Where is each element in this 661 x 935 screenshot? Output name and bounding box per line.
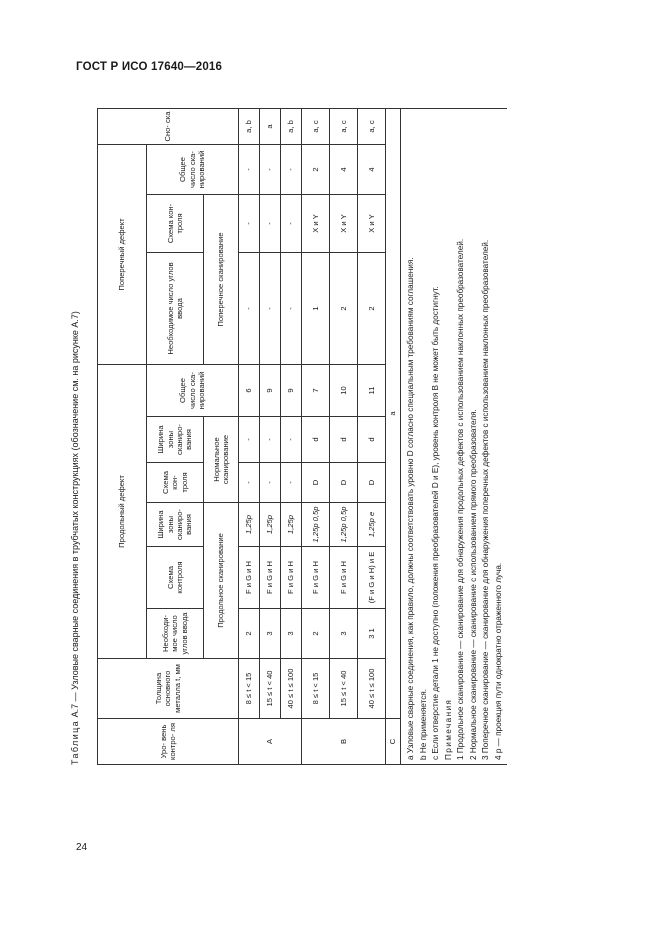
thickness-label: Толщина основного металла t, мм xyxy=(153,664,182,713)
norm-width-cell: d xyxy=(302,417,330,463)
angles-cell: 3 xyxy=(330,609,358,659)
trans-angles-cell: - xyxy=(260,253,281,365)
note-3: 3 Поперечное сканирование — сканирование для обнаружения поперечных дефектов с использованием наклонных преобразователей. xyxy=(481,239,490,760)
norm-width-cell: d xyxy=(330,417,358,463)
footnote-a: а Узловые сварные соединения, как правило, должны соответствовать уровню D согласно специальным требованиям соглашения. xyxy=(406,257,415,760)
trans-total-cell: - xyxy=(239,145,260,195)
table-row xyxy=(260,109,281,765)
scheme-cell: F и G и H xyxy=(239,547,260,609)
transverse-group-header: Поперечный дефект xyxy=(98,145,147,365)
caption-prefix: Таблица xyxy=(70,719,80,765)
total-cell: 9 xyxy=(260,365,281,417)
trans-scheme-cell: X и Y xyxy=(302,195,330,253)
col-header-long-total: Общее число ска- нирований xyxy=(147,365,239,417)
width-cell: 1,25p xyxy=(239,503,260,547)
col-header-norm-width: Ширина зоны сканиро- вания xyxy=(147,417,204,463)
note-1: 1 Продольное сканирование — сканирование для обнаружения продольных дефектов с использованием наклонных преобразователей. xyxy=(456,238,465,760)
thickness-cell: 8 ≤ t < 15 xyxy=(239,659,260,719)
scheme-cell: F и G и H xyxy=(281,547,302,609)
level-cell: B xyxy=(302,719,386,765)
footnote-cell: a, c xyxy=(302,109,330,145)
angles-cell: 3 xyxy=(260,609,281,659)
footnote-cell: a, b xyxy=(281,109,302,145)
document-header: ГОСТ Р ИСО 17640—2016 xyxy=(76,61,223,73)
thickness-cell: 40 ≤ t ≤ 100 xyxy=(281,659,302,719)
norm-scheme-cell: - xyxy=(239,463,260,503)
width-cell: 1,25p xyxy=(260,503,281,547)
page-number: 24 xyxy=(76,842,88,853)
trans-total-cell: - xyxy=(260,145,281,195)
total-cell: 6 xyxy=(239,365,260,417)
trans-total-cell: - xyxy=(281,145,302,195)
total-cell: 7 xyxy=(302,365,330,417)
level-cell: A xyxy=(239,719,302,765)
norm-scheme-cell: D xyxy=(302,463,330,503)
table-caption xyxy=(70,311,80,765)
trans-angles-cell: 1 xyxy=(302,253,330,365)
col-header-trans-total: Общее число ска- нирований xyxy=(147,145,239,195)
sub-header-normal: Нормальное сканирование xyxy=(204,417,239,503)
level-c-value: а xyxy=(386,109,401,719)
norm-width-cell: d xyxy=(358,417,386,463)
trans-total-cell: 4 xyxy=(358,145,386,195)
thickness-cell: 15 ≤ t < 40 xyxy=(260,659,281,719)
norm-width-cell: - xyxy=(260,417,281,463)
footnote-cell: a, c xyxy=(358,109,386,145)
footnote-c: c Если отверстие детали 1 не доступно (положения преобразователей D и E), уровень контроля B не может быть достигнут. xyxy=(431,286,440,760)
angles-cell: 3 1 xyxy=(358,609,386,659)
table-row xyxy=(358,109,386,765)
table-row xyxy=(281,109,302,765)
trans-total-cell: 4 xyxy=(330,145,358,195)
thickness-cell: 40 ≤ t ≤ 100 xyxy=(358,659,386,719)
data-table xyxy=(97,108,507,765)
sub-header-longitudinal: Продольное сканирование xyxy=(204,503,239,659)
width-cell: 1,25p 0,5p xyxy=(302,503,330,547)
col-header-long-scheme: Схема контроля xyxy=(147,547,204,609)
thickness-cell: 8 ≤ t < 15 xyxy=(302,659,330,719)
col-header-long-angles: Необходи- мое число углов ввода xyxy=(147,609,204,659)
scheme-cell: (F и G и H) и E xyxy=(358,547,386,609)
scheme-cell: F и G и H xyxy=(330,547,358,609)
width-cell: 1,25p e xyxy=(358,503,386,547)
table-row xyxy=(330,109,358,765)
trans-scheme-cell: X и Y xyxy=(358,195,386,253)
col-header-long-width: Ширина зоны сканиро- вания xyxy=(147,503,204,547)
footnote-cell: a, c xyxy=(330,109,358,145)
width-cell: 1,25p xyxy=(281,503,302,547)
norm-width-cell: - xyxy=(239,417,260,463)
col-header-level: Уро- вень контро- ля xyxy=(98,719,239,765)
footnote-cell: a xyxy=(260,109,281,145)
table-row xyxy=(239,109,260,765)
col-header-trans-angles: Необходимое число углов ввода xyxy=(147,253,204,365)
scheme-cell: F и G и H xyxy=(260,547,281,609)
trans-scheme-cell: - xyxy=(260,195,281,253)
scheme-cell: F и G и H xyxy=(302,547,330,609)
table-row xyxy=(302,109,330,765)
trans-angles-cell: 2 xyxy=(358,253,386,365)
angles-cell: 3 xyxy=(281,609,302,659)
col-header-footnote: Сно- ска xyxy=(98,109,239,145)
notes-title: Примечания xyxy=(443,698,453,760)
norm-scheme-cell: - xyxy=(260,463,281,503)
col-header-trans-scheme: Схема кон- троля xyxy=(147,195,204,253)
level-cell: C xyxy=(386,719,401,765)
trans-scheme-cell: - xyxy=(239,195,260,253)
width-cell: 1,25p 0,5p xyxy=(330,503,358,547)
trans-angles-cell: - xyxy=(239,253,260,365)
norm-width-cell: - xyxy=(281,417,302,463)
thickness-cell: 15 ≤ t < 40 xyxy=(330,659,358,719)
norm-scheme-cell: - xyxy=(281,463,302,503)
angles-cell: 2 xyxy=(302,609,330,659)
trans-scheme-cell: - xyxy=(281,195,302,253)
trans-scheme-cell: X и Y xyxy=(330,195,358,253)
trans-angles-cell: 2 xyxy=(330,253,358,365)
footnote-cell: a, b xyxy=(239,109,260,145)
angles-cell: 2 xyxy=(239,609,260,659)
sub-header-transverse: Поперечное сканирование xyxy=(204,195,239,365)
col-header-norm-scheme: Схема кон- троля xyxy=(147,463,204,503)
longitudinal-group-header: Продольный дефект xyxy=(98,365,147,659)
rotated-table-block xyxy=(70,85,503,765)
caption-text: А.7 — Узловые сварные соединения в трубчатых конструкциях (обозначение см. на рисунке А.7) xyxy=(70,311,80,718)
note-2: 2 Нормальное сканирование — сканирование с использованием прямого преобразователя. xyxy=(468,409,478,760)
trans-total-cell: 2 xyxy=(302,145,330,195)
total-cell: 11 xyxy=(358,365,386,417)
total-cell: 9 xyxy=(281,365,302,417)
norm-scheme-cell: D xyxy=(358,463,386,503)
note-4: 4 p — проекция пути однократно отраженного луча. xyxy=(493,562,503,760)
norm-scheme-cell: D xyxy=(330,463,358,503)
table-row xyxy=(386,109,401,765)
trans-angles-cell: - xyxy=(281,253,302,365)
table-footer xyxy=(403,109,507,765)
footnote-b: b Не применяется. xyxy=(418,688,428,760)
total-cell: 10 xyxy=(330,365,358,417)
col-header-thickness xyxy=(98,659,239,719)
